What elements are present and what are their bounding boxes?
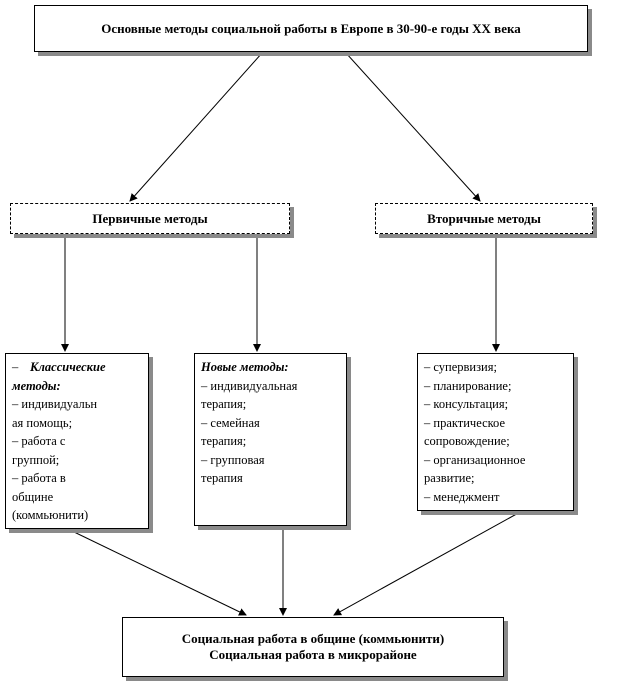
list-item: – работа в [12, 471, 66, 485]
list-item: – семейная [201, 415, 260, 430]
list-item: группой; [12, 452, 60, 467]
list-item: терапия [201, 471, 243, 485]
arrow-classic-to-bottom [72, 531, 246, 615]
list-item: терапия; [201, 434, 247, 448]
community-work-line-2: Социальная работа в микрорайоне [209, 647, 417, 662]
classic-heading-cont: методы: [12, 378, 61, 393]
list-item: (коммьюнити) [12, 508, 89, 522]
community-work-line-1: Социальная работа в общине (коммьюнити) [181, 631, 445, 646]
list-item: сопровождение; [424, 434, 510, 448]
community-work-box [122, 617, 504, 677]
list-item: – консультация; [424, 397, 509, 411]
list-item: – индивидуальн [12, 397, 98, 411]
list-item: ая помощь; [12, 415, 73, 430]
secondary-methods-label: Вторичные методы [427, 210, 541, 226]
secondary-methods-box [375, 203, 593, 234]
arrow-title-to-primary [130, 53, 262, 201]
list-item: – менеджмент [424, 489, 500, 504]
new-methods-box [194, 353, 347, 526]
list-item: терапия; [201, 397, 247, 411]
list-item: общине [12, 489, 54, 504]
list-item: развитие; [424, 471, 475, 485]
title-box [34, 5, 588, 52]
new-methods-heading: Новые методы: [201, 360, 289, 374]
secondary-methods-list-box [417, 353, 574, 511]
list-item: – организационное [424, 452, 526, 467]
list-item: – планирование; [424, 378, 512, 393]
list-item: – практическое [424, 415, 506, 430]
list-item: – индивидуальная [201, 378, 298, 393]
diagram-title: Основные методы социальной работы в Европе в 30-90-е годы XX века [101, 20, 521, 36]
primary-methods-box [10, 203, 290, 234]
primary-methods-label: Первичные методы [92, 210, 208, 226]
arrow-title-to-secondary [346, 53, 480, 201]
arrow-secondary-to-bottom [334, 511, 522, 615]
list-item: – супервизия; [424, 360, 497, 374]
list-item: – работа с [12, 434, 66, 448]
list-item: – групповая [201, 452, 265, 467]
classic-heading: Классические [30, 360, 106, 374]
classic-methods-box: – Классические методы: – индивидуальн ая помощь; – работа с группой; – работа в общине (коммьюнити) [5, 353, 149, 529]
